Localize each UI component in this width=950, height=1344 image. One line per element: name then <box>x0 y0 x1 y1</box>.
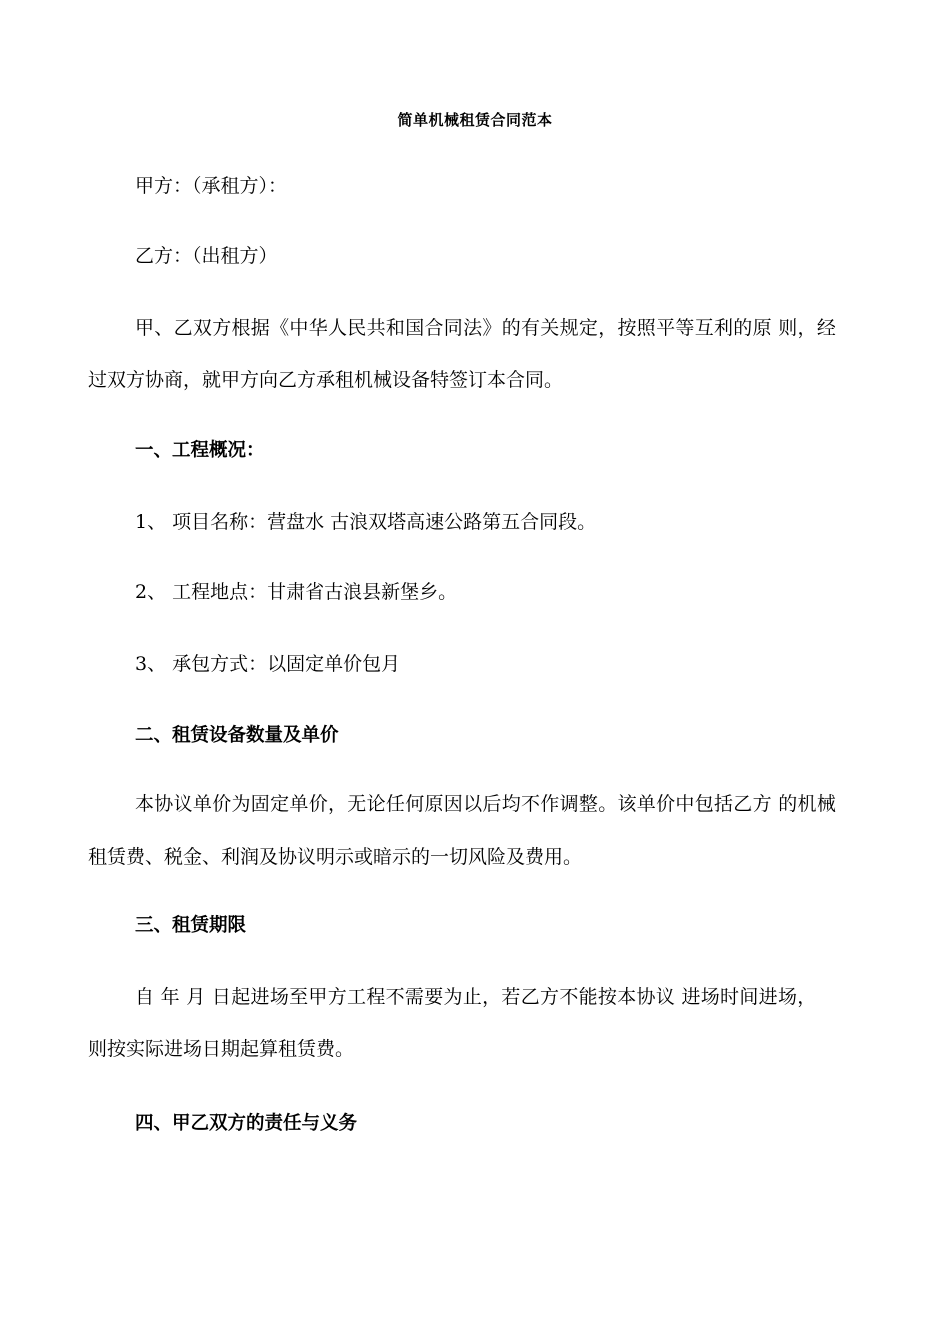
party-b-line: 乙方：（出租方） <box>135 245 278 267</box>
section-1-item-3: 3、 承包方式：以固定单价包月 <box>135 653 401 675</box>
section-1-heading: 一、工程概况： <box>135 440 265 461</box>
section-2-heading: 二、租赁设备数量及单价 <box>135 725 339 746</box>
section-4-heading: 四、甲乙双方的责任与义务 <box>135 1113 358 1134</box>
document-title: 简单机械租赁合同范本 <box>397 111 553 129</box>
section-3-heading: 三、租赁期限 <box>135 915 247 936</box>
section-1-item-2: 2、 工程地点：甘肃省古浪县新堡乡。 <box>135 581 458 603</box>
section-3-line-1: 自 年 月 日起进场至甲方工程不需要为止，若乙方不能按本协议 进场时间进场， <box>135 986 817 1008</box>
section-1-item-1: 1、 项目名称：营盘水 古浪双塔高速公路第五合同段。 <box>135 511 597 533</box>
section-2-line-1: 本协议单价为固定单价，无论任何原因以后均不作调整。该单价中包括乙方 的机械 <box>135 793 837 815</box>
section-3-line-2: 则按实际进场日期起算租赁费。 <box>88 1038 355 1060</box>
intro-line-2: 过双方协商，就甲方向乙方承租机械设备特签订本合同。 <box>88 369 564 391</box>
section-2-line-2: 租赁费、税金、利润及协议明示或暗示的一切风险及费用。 <box>88 846 583 868</box>
intro-line-1: 甲、乙双方根据《中华人民共和国合同法》的有关规定，按照平等互利的原 则，经 <box>135 317 837 339</box>
party-a-line: 甲方：（承租方）： <box>135 175 288 197</box>
